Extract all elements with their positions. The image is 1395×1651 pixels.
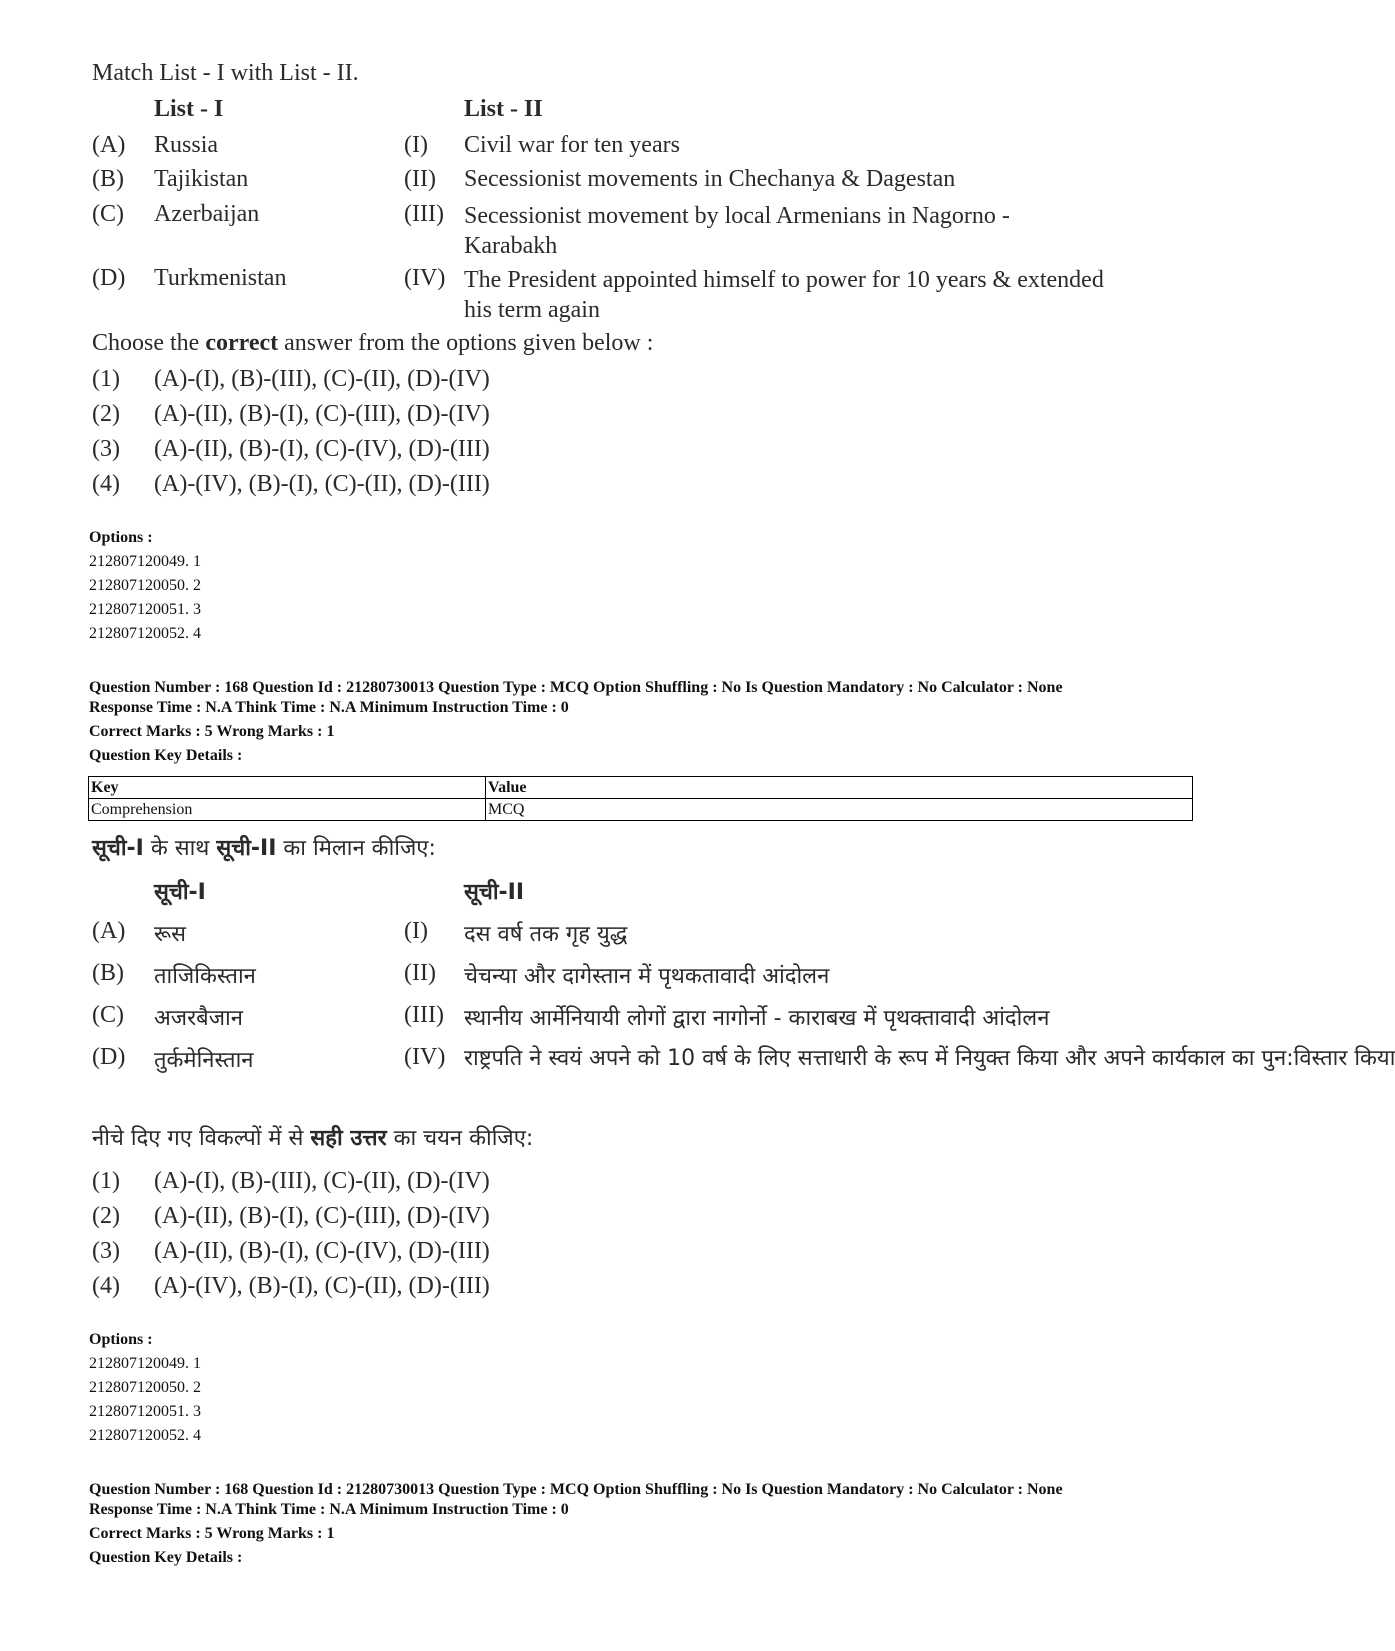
list1-header: List - I bbox=[154, 96, 224, 122]
list2-header: सूची-II bbox=[464, 880, 525, 905]
heading-part: का मिलान कीजिए: bbox=[276, 836, 436, 861]
table-cell-key: Comprehension bbox=[89, 799, 486, 821]
row-num: (I) bbox=[404, 918, 428, 944]
question-marks: Correct Marks : 5 Wrong Marks : 1 bbox=[89, 723, 335, 740]
row-item: Russia bbox=[154, 132, 219, 158]
options-label: Options : bbox=[89, 1331, 153, 1348]
row-label: (D) bbox=[92, 265, 126, 291]
choice-number: (2) bbox=[92, 401, 120, 427]
row-num: (IV) bbox=[404, 265, 446, 291]
row-item: Azerbaijan bbox=[154, 201, 260, 227]
row-item: Tajikistan bbox=[154, 166, 249, 192]
row-label: (C) bbox=[92, 201, 124, 227]
question-meta-line1: Question Number : 168 Question Id : 21280730013 Question Type : MCQ Option Shuffling : No Is Question Mandatory : No Calculator : None bbox=[89, 1481, 1063, 1498]
option-item: 212807120051. 3 bbox=[89, 601, 201, 618]
heading-part: के साथ bbox=[143, 836, 217, 861]
row-match: Civil war for ten years bbox=[464, 132, 680, 158]
row-num: (III) bbox=[404, 201, 444, 227]
instruction-bold: सही उत्तर bbox=[310, 1126, 387, 1151]
question-marks: Correct Marks : 5 Wrong Marks : 1 bbox=[89, 1525, 335, 1542]
row-match: दस वर्ष तक गृह युद्ध bbox=[464, 922, 628, 947]
row-label: (A) bbox=[92, 918, 126, 944]
instruction bbox=[92, 330, 653, 357]
choice-number: (3) bbox=[92, 1238, 120, 1264]
row-item: रूस bbox=[154, 922, 186, 947]
instruction-pre: Choose the bbox=[92, 330, 206, 356]
choice-text: (A)-(I), (B)-(III), (C)-(II), (D)-(IV) bbox=[154, 1168, 490, 1194]
row-label: (A) bbox=[92, 132, 126, 158]
options-label: Options : bbox=[89, 529, 153, 546]
option-item: 212807120049. 1 bbox=[89, 1355, 201, 1372]
choice-text: (A)-(I), (B)-(III), (C)-(II), (D)-(IV) bbox=[154, 366, 490, 392]
question-key-details: Question Key Details : bbox=[89, 1549, 243, 1566]
question-meta-line1: Question Number : 168 Question Id : 21280730013 Question Type : MCQ Option Shuffling : No Is Question Mandatory : No Calculator : None bbox=[89, 679, 1063, 696]
option-item: 212807120052. 4 bbox=[89, 625, 201, 642]
row-label: (D) bbox=[92, 1044, 126, 1070]
choice-text: (A)-(II), (B)-(I), (C)-(IV), (D)-(III) bbox=[154, 436, 490, 462]
instruction-post: का चयन कीजिए: bbox=[386, 1126, 534, 1151]
row-match: Secessionist movement by local Armenians in Nagorno - Karabakh bbox=[464, 203, 1010, 259]
row-match: चेचन्या और दागेस्तान में पृथकतावादी आंदोलन bbox=[464, 964, 830, 989]
table-header-key: Key bbox=[89, 777, 486, 799]
row-match: राष्ट्रपति ने स्वयं अपने को 10 वर्ष के लिए सत्ताधारी के रूप में नियुक्त किया और अपने कार्यकाल का पुन:विस्तार किया bbox=[464, 1046, 1395, 1071]
choice-text: (A)-(IV), (B)-(I), (C)-(II), (D)-(III) bbox=[154, 471, 490, 497]
option-item: 212807120049. 1 bbox=[89, 553, 201, 570]
option-item: 212807120050. 2 bbox=[89, 1379, 201, 1396]
choice-number: (1) bbox=[92, 1168, 120, 1194]
instruction-post: answer from the options given below : bbox=[278, 330, 654, 356]
row-num: (III) bbox=[404, 1002, 444, 1028]
row-num: (I) bbox=[404, 132, 428, 158]
row-match: स्थानीय आर्मेनियायी लोगों द्वारा नागोर्नो - काराबख में पृथक्तावादी आंदोलन bbox=[464, 1006, 1050, 1031]
row-item: ताजिकिस्तान bbox=[154, 964, 256, 989]
question-heading bbox=[92, 832, 436, 862]
row-num: (IV) bbox=[404, 1044, 446, 1070]
option-item: 212807120052. 4 bbox=[89, 1427, 201, 1444]
choice-text: (A)-(IV), (B)-(I), (C)-(II), (D)-(III) bbox=[154, 1273, 490, 1299]
heading-part: सूची-I bbox=[92, 836, 144, 861]
instruction bbox=[92, 1122, 533, 1152]
row-num: (II) bbox=[404, 960, 436, 986]
table-row bbox=[89, 777, 1193, 799]
choice-number: (1) bbox=[92, 366, 120, 392]
option-item: 212807120051. 3 bbox=[89, 1403, 201, 1420]
choice-number: (4) bbox=[92, 1273, 120, 1299]
list1-header: सूची-I bbox=[154, 880, 206, 905]
key-value-table bbox=[88, 776, 1193, 821]
question-meta-line2: Response Time : N.A Think Time : N.A Minimum Instruction Time : 0 bbox=[89, 1501, 569, 1518]
choice-text: (A)-(II), (B)-(I), (C)-(III), (D)-(IV) bbox=[154, 401, 490, 427]
table-row bbox=[89, 799, 1193, 821]
choice-number: (4) bbox=[92, 471, 120, 497]
row-label: (B) bbox=[92, 166, 124, 192]
row-label: (B) bbox=[92, 960, 124, 986]
choice-number: (3) bbox=[92, 436, 120, 462]
list2-header: List - II bbox=[464, 96, 543, 122]
choice-text: (A)-(II), (B)-(I), (C)-(III), (D)-(IV) bbox=[154, 1203, 490, 1229]
row-item: Turkmenistan bbox=[154, 265, 287, 291]
choice-text: (A)-(II), (B)-(I), (C)-(IV), (D)-(III) bbox=[154, 1238, 490, 1264]
choice-number: (2) bbox=[92, 1203, 120, 1229]
question-heading: Match List - I with List - II. bbox=[92, 60, 359, 86]
row-num: (II) bbox=[404, 166, 436, 192]
option-item: 212807120050. 2 bbox=[89, 577, 201, 594]
row-item: तुर्कमेनिस्तान bbox=[154, 1048, 254, 1073]
row-label: (C) bbox=[92, 1002, 124, 1028]
table-header-value: Value bbox=[486, 777, 1193, 799]
row-item: अजरबैजान bbox=[154, 1006, 243, 1031]
question-key-details: Question Key Details : bbox=[89, 747, 243, 764]
row-match: The President appointed himself to power for 10 years & extended his term again bbox=[464, 267, 1104, 323]
table-cell-value: MCQ bbox=[486, 799, 1193, 821]
heading-part: सूची-II bbox=[216, 836, 277, 861]
question-meta-line2: Response Time : N.A Think Time : N.A Minimum Instruction Time : 0 bbox=[89, 699, 569, 716]
instruction-pre: नीचे दिए गए विकल्पों में से bbox=[92, 1126, 311, 1151]
row-match: Secessionist movements in Chechanya & Dagestan bbox=[464, 166, 956, 192]
instruction-bold: correct bbox=[205, 330, 279, 356]
